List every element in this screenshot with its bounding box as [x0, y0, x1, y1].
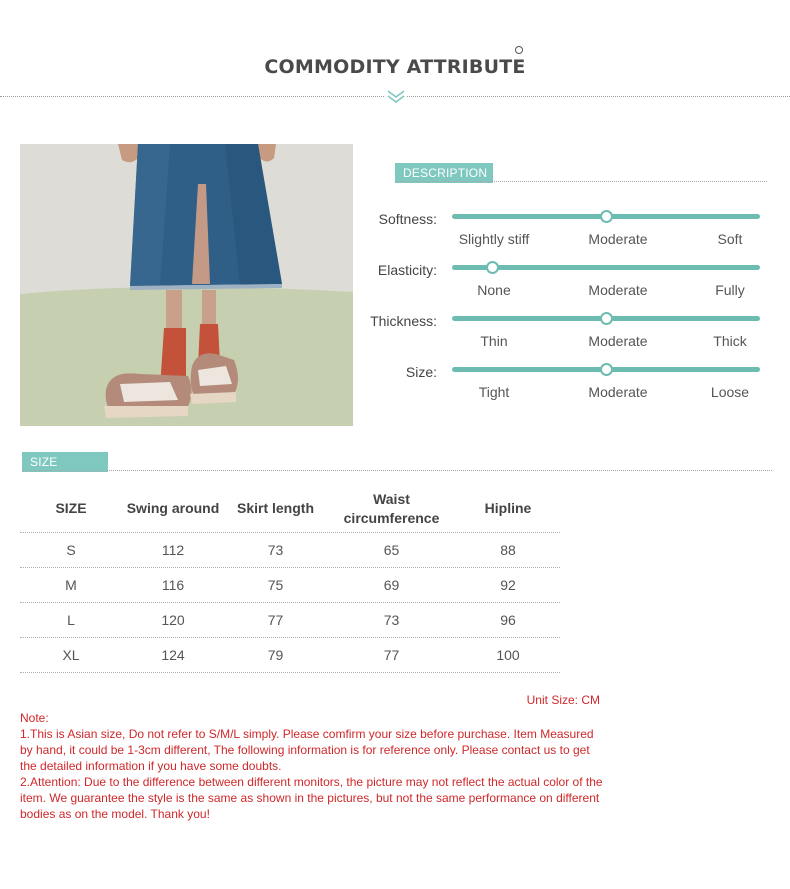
table-cell: 65	[383, 541, 400, 558]
table-cell: 92	[500, 576, 516, 593]
note-heading: Note:	[20, 711, 49, 725]
table-row	[20, 533, 560, 568]
attribute-option: Moderate	[588, 333, 648, 349]
table-cell: 120	[161, 611, 185, 628]
table-cell: XL	[62, 646, 80, 663]
table-cell: 77	[383, 646, 400, 663]
table-row	[20, 638, 560, 673]
attribute-label: Size:	[405, 364, 437, 380]
attribute-knob	[600, 312, 613, 325]
attribute-bar-softness	[452, 214, 760, 219]
attribute-bar-size	[452, 367, 760, 372]
attribute-knob	[600, 210, 613, 223]
table-cell: 124	[161, 646, 185, 663]
table-cell: 77	[267, 611, 284, 628]
attribute-option: Moderate	[588, 282, 648, 298]
attribute-option: Slightly stiff	[458, 231, 530, 247]
table-cell: 73	[383, 611, 400, 628]
table-header-row	[20, 485, 560, 533]
attribute-bar-elasticity	[452, 265, 760, 270]
table-cell: 96	[500, 611, 516, 628]
table-row	[20, 568, 560, 603]
table-header-cell: Hipline	[484, 500, 532, 516]
degree-mark-icon	[515, 46, 523, 54]
attribute-option: Thin	[480, 333, 508, 349]
table-cell: 88	[500, 541, 516, 558]
note-item: 2.Attention: Due to the difference between different monitors, the picture may not reflect the actual color of the item. We guarantee the style is the same as shown in the pictures, but not the same performance on different bodies as on the model. Thank you!	[20, 775, 603, 821]
unit-size-label: Unit Size: CM	[526, 693, 600, 707]
attribute-knob	[486, 261, 499, 274]
table-cell: 79	[267, 646, 284, 663]
description-divider	[395, 181, 767, 182]
attribute-knob	[600, 363, 613, 376]
table-cell: 69	[383, 576, 400, 593]
size-filter-tag: SIZE FILTER	[22, 452, 108, 472]
description-tag: DESCRIPTION	[395, 163, 493, 183]
attribute-label: Elasticity:	[377, 262, 437, 278]
size-filter-divider	[22, 470, 772, 471]
table-row	[20, 603, 560, 638]
note-item: 1.This is Asian size, Do not refer to S/M/L simply. Please comfirm your size before purchase. Item Measured by hand, it could be 1-3cm different, The following information is for reference only. Please contact us to get the detailed information if you have some doubts.	[20, 727, 594, 773]
attribute-option: None	[477, 282, 511, 298]
double-chevron-down-icon	[385, 88, 407, 104]
table-cell: 116	[161, 576, 185, 593]
attribute-option: Tight	[478, 384, 510, 400]
attribute-label: Softness:	[378, 211, 437, 227]
table-header-cell: Swing around	[126, 500, 220, 516]
product-photo	[20, 144, 353, 426]
attribute-label: Thickness:	[370, 313, 437, 329]
table-header-cell: Waist circumference	[343, 490, 440, 526]
table-cell: S	[66, 541, 76, 558]
size-table	[20, 485, 560, 673]
table-cell: M	[65, 576, 77, 593]
attribute-option: Moderate	[588, 231, 648, 247]
attribute-option: Moderate	[588, 384, 648, 400]
table-cell: 73	[267, 541, 284, 558]
notes	[20, 710, 605, 822]
page-title: COMMODITY ATTRIBUTE	[264, 56, 526, 78]
attribute-bar-thickness	[452, 316, 760, 321]
attribute-option: Thick	[713, 333, 747, 349]
attribute-option: Soft	[717, 231, 743, 247]
table-header-cell: Skirt length	[236, 500, 314, 516]
table-cell: 112	[161, 541, 185, 558]
table-cell: 100	[496, 646, 520, 663]
attribute-option: Loose	[710, 384, 750, 400]
table-header-cell: SIZE	[55, 500, 87, 516]
attribute-option: Fully	[715, 282, 745, 298]
table-cell: L	[67, 611, 75, 628]
table-cell: 75	[267, 576, 284, 593]
